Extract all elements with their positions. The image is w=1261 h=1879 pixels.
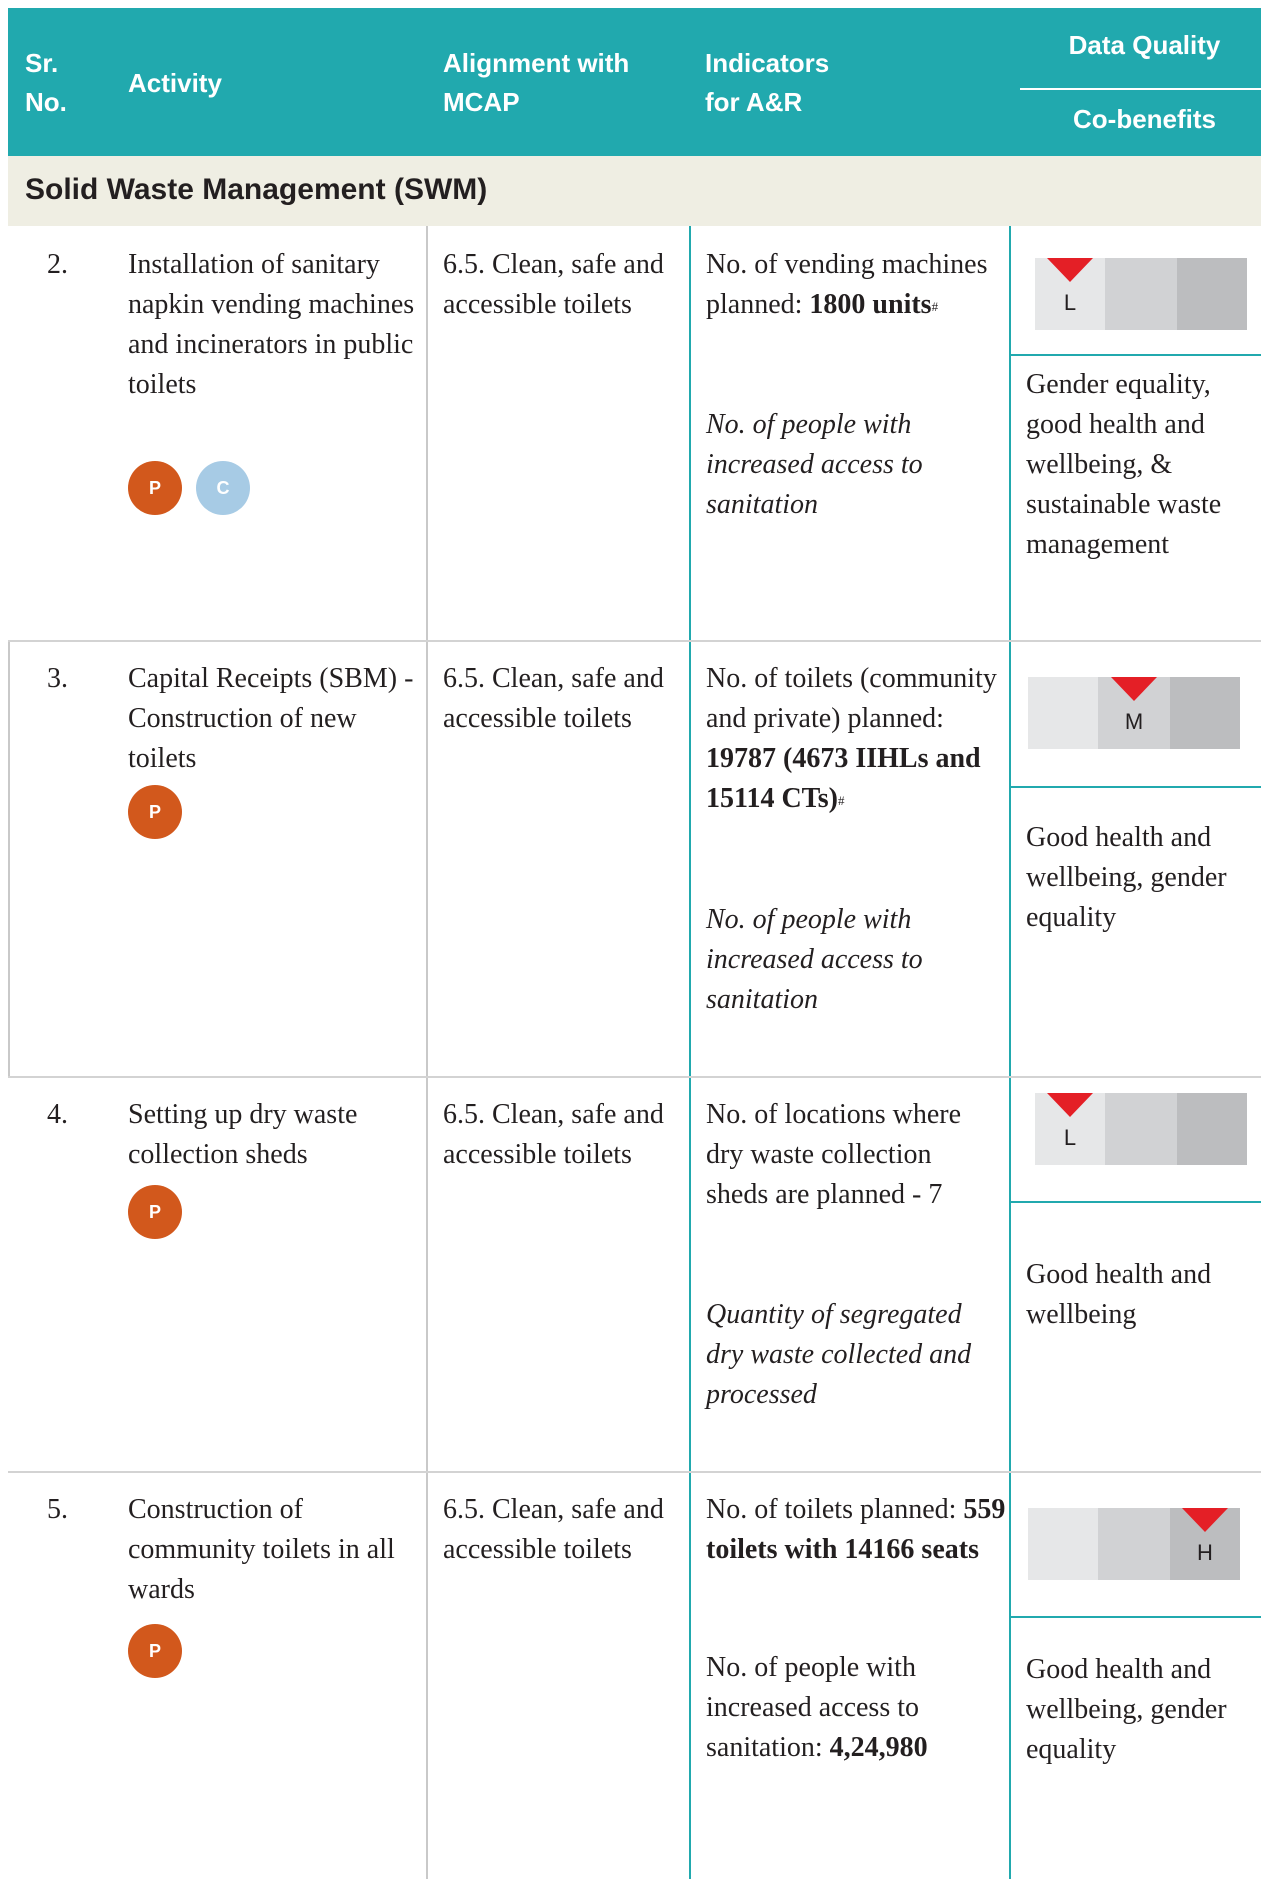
quality-segment-medium (1098, 1508, 1170, 1580)
header-alignment: Alignment with MCAP (443, 48, 630, 117)
row-separator (8, 1076, 1261, 1078)
row-indicator-italic: No. of people with increased access to sanitation (706, 904, 923, 1015)
badge-c: C (196, 461, 250, 515)
quality-level: L (1063, 290, 1077, 315)
column-divider (1009, 226, 1011, 1879)
quality-marker-icon (1182, 1508, 1228, 1532)
row-activity: Construction of community toilets in all wards (128, 1494, 395, 1605)
badge-p: P (128, 1624, 182, 1678)
co-benefit-separator (1010, 786, 1261, 788)
row-separator (8, 1471, 1261, 1473)
row-alignment: 6.5. Clean, safe and accessible toilets (443, 249, 664, 320)
row-alignment: 6.5. Clean, safe and accessible toilets (443, 663, 664, 734)
quality-segment-high (1170, 677, 1240, 749)
table-header (8, 8, 1261, 156)
indicator-value: 1800 units (809, 289, 932, 320)
quality-segment-high (1177, 258, 1247, 330)
footnote-mark: # (838, 793, 845, 808)
co-benefit-separator (1010, 1201, 1261, 1203)
header-sr-no: Sr. No. (25, 48, 67, 117)
quality-marker-icon (1111, 677, 1157, 701)
data-quality-bar (1028, 1508, 1240, 1580)
badge-p: P (128, 1185, 182, 1239)
indicator-text: No. of people with increased access to sanitation: (706, 1652, 919, 1763)
column-divider (426, 226, 428, 1879)
quality-segment-low (1028, 1508, 1098, 1580)
row-indicators (706, 659, 1006, 819)
indicator-text: No. of toilets planned: (706, 1494, 957, 1525)
quality-level: L (1063, 1125, 1077, 1150)
row-co-benefits: Gender equality, good health and wellbeing, & sustainable waste management (1026, 369, 1222, 560)
data-quality-bar (1035, 258, 1247, 330)
header-divider (1020, 88, 1261, 90)
row-border (8, 640, 10, 1076)
row-separator (8, 640, 1261, 642)
section-title: Solid Waste Management (SWM) (25, 173, 488, 206)
footnote-mark: # (931, 299, 939, 314)
quality-marker-icon (1047, 1093, 1093, 1117)
header-indicators: Indicators for A&R (705, 48, 830, 117)
row-indicators (706, 1490, 1006, 1570)
quality-level: M (1124, 709, 1144, 734)
row-alignment: 6.5. Clean, safe and accessible toilets (443, 1099, 664, 1170)
row-sr-no: 2. (47, 249, 68, 280)
badge-p: P (128, 461, 182, 515)
row-sr-no: 4. (47, 1099, 68, 1130)
column-divider (689, 226, 691, 1879)
quality-level: H (1197, 1540, 1213, 1565)
row-indicators: No. of locations where dry waste collection sheds are planned - 7 (706, 1099, 962, 1210)
co-benefit-separator (1010, 1616, 1261, 1618)
co-benefit-separator (1010, 354, 1261, 356)
section-band (8, 156, 1261, 226)
indicator-value: 4,24,980 (829, 1732, 928, 1763)
indicator-text: No. of toilets (community and private) planned: (706, 663, 997, 734)
data-quality-bar (1035, 1093, 1247, 1165)
badge-p: P (128, 785, 182, 839)
row-activity: Setting up dry waste collection sheds (128, 1099, 358, 1170)
indicator-text: No. of vending machines planned: (706, 249, 988, 320)
quality-marker-icon (1047, 258, 1093, 282)
quality-segment-high (1177, 1093, 1247, 1165)
row-indicator-secondary (706, 1648, 986, 1768)
row-alignment: 6.5. Clean, safe and accessible toilets (443, 1494, 664, 1565)
row-sr-no: 5. (47, 1494, 68, 1525)
row-indicators (706, 245, 1006, 325)
header-co-benefits: Co-benefits (1073, 104, 1216, 134)
quality-segment-medium (1105, 258, 1177, 330)
quality-segment-medium (1105, 1093, 1177, 1165)
row-activity: Installation of sanitary napkin vending machines and incinerators in public toilets (128, 249, 415, 400)
row-sr-no: 3. (47, 663, 68, 694)
data-quality-bar (1028, 677, 1240, 749)
row-activity: Capital Receipts (SBM) -Construction of new toilets (128, 663, 414, 774)
header-activity: Activity (128, 68, 222, 98)
indicator-value: 19787 (4673 IIHLs and 15114 CTs) (706, 743, 981, 814)
row-co-benefits: Good health and wellbeing, gender equality (1026, 1654, 1227, 1765)
indicator-value: 559 toilets with 14166 seats (706, 1494, 1006, 1565)
quality-segment-low (1028, 677, 1098, 749)
header-data-quality: Data Quality (1068, 30, 1221, 60)
row-co-benefits: Good health and wellbeing (1026, 1259, 1212, 1330)
row-indicator-italic: Quantity of segregated dry waste collected and processed (706, 1299, 972, 1410)
row-indicator-italic: No. of people with increased access to sanitation (706, 409, 923, 520)
row-co-benefits: Good health and wellbeing, gender equality (1026, 822, 1227, 933)
